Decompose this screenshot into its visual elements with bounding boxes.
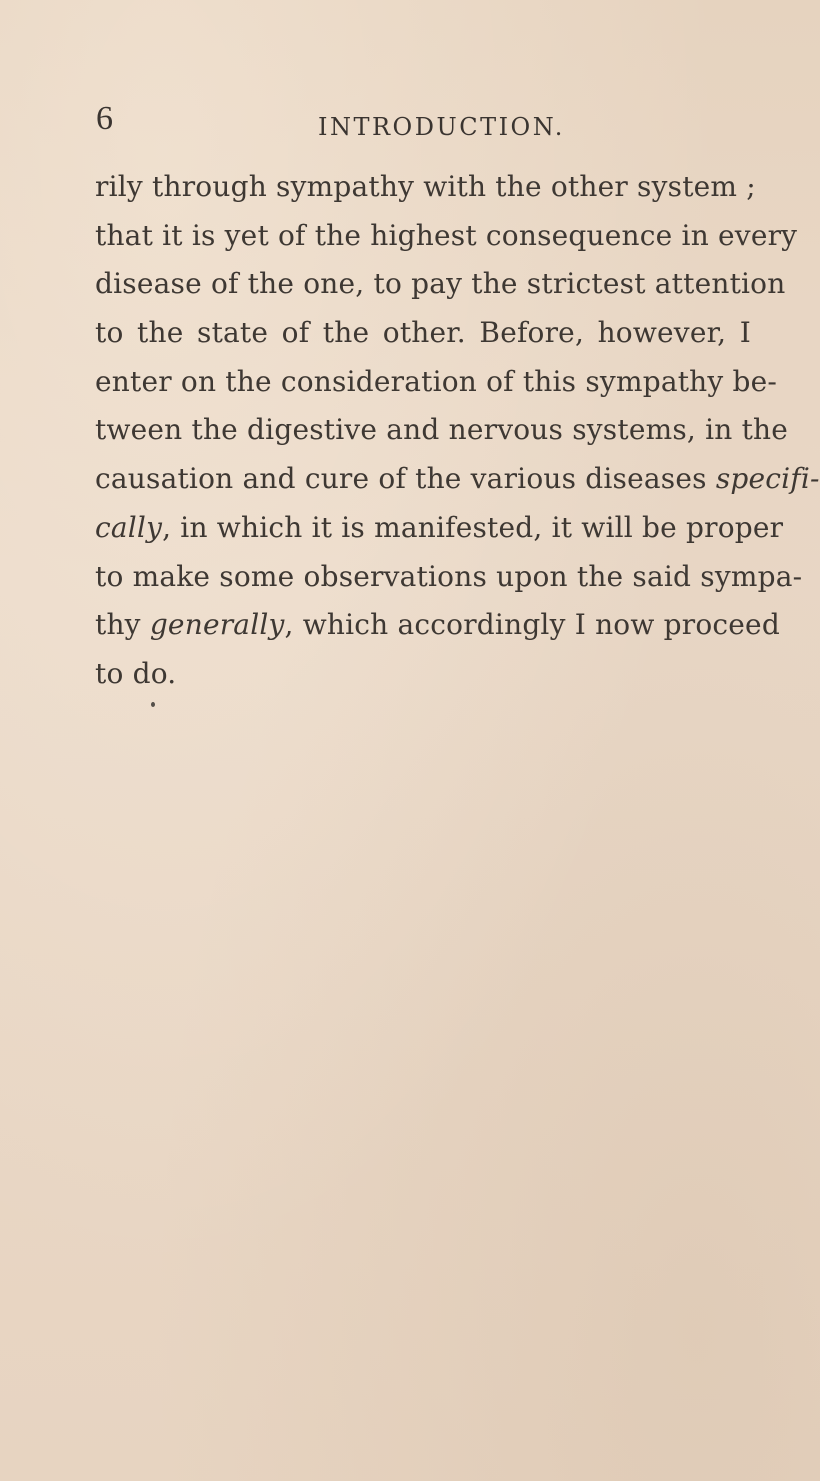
text-line: [95, 601, 780, 650]
italic-word-generally: generally: [149, 608, 285, 642]
text-run: causation and cure of the various diseases: [95, 462, 716, 496]
page-number: 6: [96, 100, 113, 137]
text-line: to make some observations upon the said sympa-: [95, 559, 803, 593]
ink-speck: [151, 702, 155, 707]
text-run: , which accordingly I now proceed: [284, 608, 780, 642]
text-line: to the state of the other. Before, however, I: [95, 316, 751, 350]
text-line: enter on the consideration of this sympathy be-: [95, 364, 778, 398]
text-line: that it is yet of the highest consequence in every: [95, 218, 798, 252]
text-line: to do.: [95, 656, 177, 690]
text-line: [95, 504, 784, 553]
text-line: [95, 455, 820, 504]
text-line: tween the digestive and nervous systems, in the: [95, 413, 789, 447]
body-paragraph: [95, 163, 820, 699]
running-head: INTRODUCTION.: [318, 113, 565, 141]
text-line: disease of the one, to pay the strictest attention: [95, 267, 786, 301]
page-header: [0, 102, 800, 142]
text-line: rily through sympathy with the other system ;: [95, 170, 756, 203]
italic-word-cally: cally: [95, 510, 163, 544]
italic-word-specifi: specifi-: [715, 462, 820, 496]
text-run: thy: [95, 608, 150, 642]
text-run: , in which it is manifested, it will be proper: [162, 510, 784, 544]
